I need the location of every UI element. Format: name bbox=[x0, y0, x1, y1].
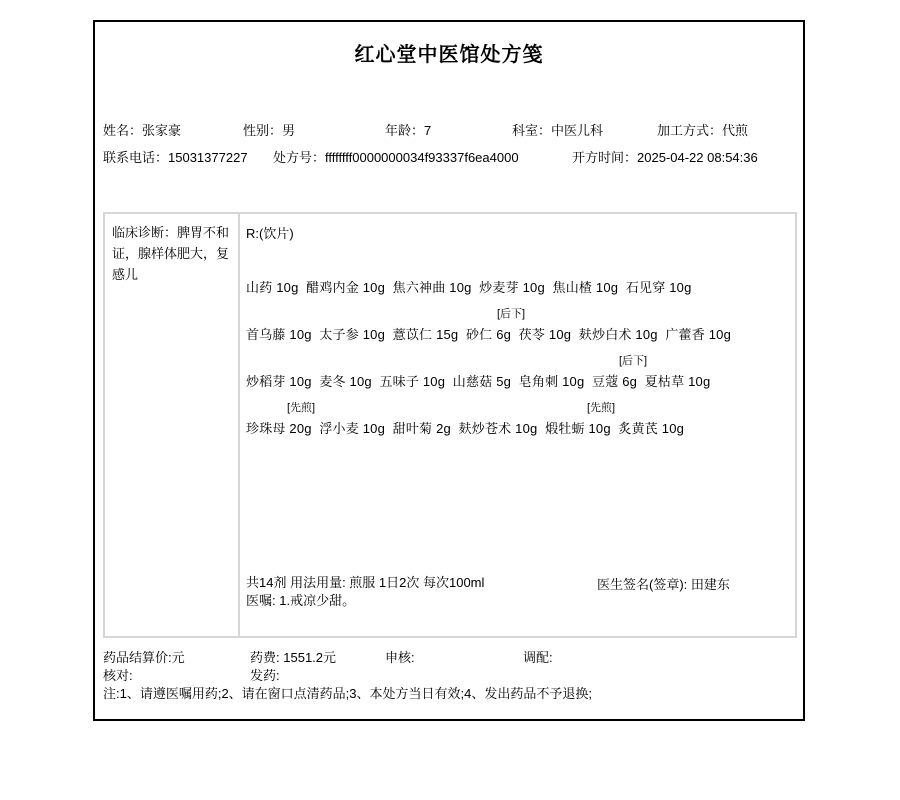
dispense-label: 发药: bbox=[250, 668, 280, 683]
decoction-method-label: [先煎] bbox=[587, 402, 616, 414]
drug-fee-field bbox=[250, 650, 336, 665]
decoction-label-row bbox=[246, 251, 791, 277]
patient-gender-value: 男 bbox=[282, 123, 296, 138]
drug-fee-label: 药费: bbox=[250, 650, 280, 665]
phone-value: 15031377227 bbox=[168, 150, 248, 165]
drug-fee-value: 1551.2元 bbox=[283, 650, 337, 665]
herb-line: 珍珠母 20g 浮小麦 10g 甜叶菊 2g 麸炒苍术 10g 煅牡蛎 10g 炙黄芪 10g bbox=[246, 421, 685, 436]
clinical-diagnosis bbox=[105, 214, 240, 636]
patient-age-label: 年龄： bbox=[385, 123, 425, 138]
processing-method-label: 加工方式： bbox=[657, 123, 723, 138]
processing-method-field bbox=[657, 123, 748, 138]
herb-line: 炒稻芽 10g 麦冬 10g 五味子 10g 山慈菇 5g 皂角刺 10g 豆蔻 6g 夏枯草 10g bbox=[246, 374, 711, 389]
rx-header: R:(饮片) bbox=[246, 226, 294, 241]
department-field bbox=[512, 123, 603, 138]
patient-age-field bbox=[385, 123, 431, 138]
rx-lines bbox=[246, 251, 791, 439]
settlement-price-label: 药品结算价:元 bbox=[103, 650, 185, 665]
decoction-label-row bbox=[246, 392, 791, 418]
phone-field bbox=[103, 150, 248, 165]
usage-block bbox=[246, 574, 484, 610]
doctor-signature-label: 医生签名(签章): bbox=[597, 577, 688, 592]
page-title: 红心堂中医馆处方笺 bbox=[354, 44, 544, 66]
patient-gender-field bbox=[243, 123, 295, 138]
processing-method-value: 代煎 bbox=[722, 123, 749, 138]
diagnosis-label: 临床诊断： bbox=[112, 225, 178, 240]
department-label: 科室： bbox=[512, 123, 552, 138]
issue-time-value: 2025-04-22 08:54:36 bbox=[637, 150, 758, 165]
review-label: 申核: bbox=[385, 650, 415, 665]
decoction-method-label: [后下] bbox=[497, 308, 526, 320]
herb-line: 山药 10g 醋鸡内金 10g 焦六神曲 10g 炒麦芽 10g 焦山楂 10g 石见穿 10g bbox=[246, 280, 692, 295]
patient-gender-label: 性别： bbox=[243, 123, 283, 138]
decoction-method-label: [后下] bbox=[619, 355, 648, 367]
decoction-label-row bbox=[246, 345, 791, 371]
footer-note: 注:1、请遵医嘱用药;2、请在窗口点清药品;3、本处方当日有效;4、发出药品不予退换; bbox=[103, 686, 592, 701]
prescription-sheet bbox=[93, 20, 805, 721]
check-label: 核对: bbox=[103, 668, 133, 683]
issue-time-field bbox=[572, 150, 758, 165]
patient-name-label: 姓名： bbox=[103, 123, 143, 138]
department-value: 中医儿科 bbox=[551, 123, 604, 138]
doctor-advice-label: 医嘱: bbox=[246, 593, 276, 608]
diagnosis-text: 脾胃不和证，腺样体肥大，复感儿 bbox=[112, 225, 230, 282]
patient-name-value: 张家豪 bbox=[142, 123, 182, 138]
rx-content-column bbox=[240, 214, 795, 636]
doctor-advice-text: 1.戒凉少甜。 bbox=[279, 593, 356, 608]
phone-label: 联系电话： bbox=[103, 150, 169, 165]
doctor-signature-name: 田建东 bbox=[690, 577, 730, 592]
issue-time-label: 开方时间： bbox=[572, 150, 638, 165]
decoction-label-row bbox=[246, 298, 791, 324]
rx-number-field bbox=[273, 150, 519, 165]
usage-line: 共14剂 用法用量: 煎服 1日2次 每次100ml bbox=[246, 575, 485, 590]
rx-number-label: 处方号： bbox=[273, 150, 326, 165]
patient-age-value: 7 bbox=[424, 123, 432, 138]
prescription-body-box bbox=[103, 212, 797, 638]
patient-name-field bbox=[103, 123, 181, 138]
rx-number-value: ffffffff0000000034f93337f6ea4000 bbox=[325, 150, 519, 165]
decoction-method-label: [先煎] bbox=[287, 402, 316, 414]
doctor-signature bbox=[597, 574, 730, 593]
doctor-advice bbox=[246, 592, 484, 610]
herb-line: 首乌藤 10g 太子参 10g 薏苡仁 15g 砂仁 6g 茯苓 10g 麸炒白术 10g 广藿香 10g bbox=[246, 327, 732, 342]
compound-label: 调配: bbox=[523, 650, 553, 665]
